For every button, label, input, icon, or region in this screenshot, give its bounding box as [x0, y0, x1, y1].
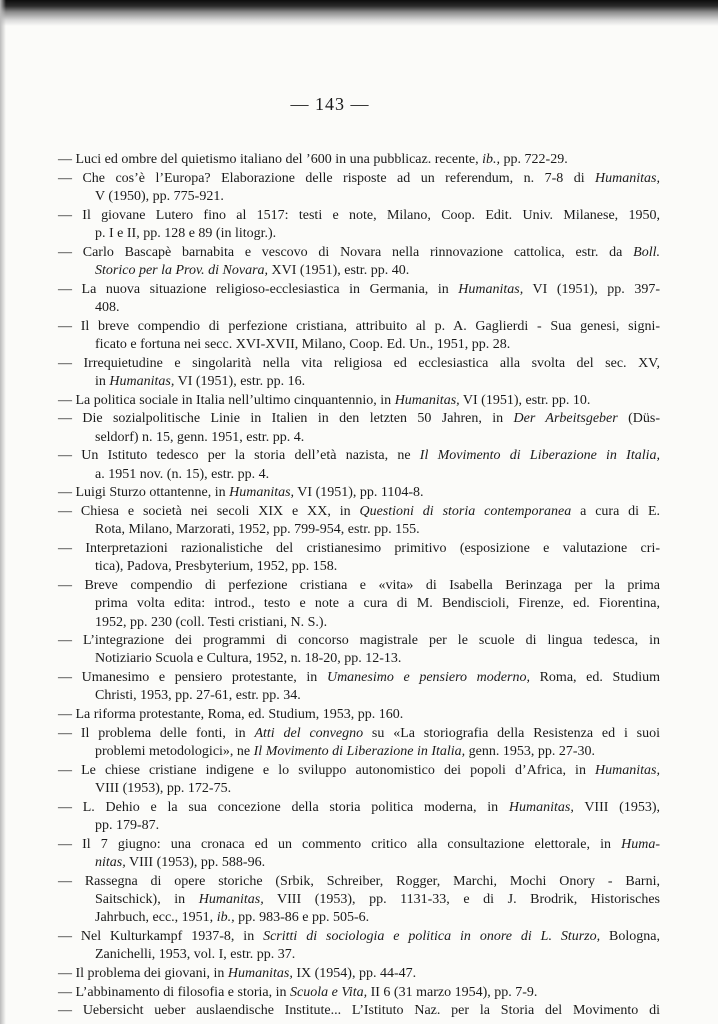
- entry-text: Notiziario Scuola e Cultura, 1952, n. 18-20, pp. 12-13.: [95, 651, 402, 667]
- bibliography-entry: [58, 1002, 660, 1020]
- entry-line: [58, 725, 660, 743]
- italic-title-text: Scuola e Vita,: [290, 984, 368, 1000]
- entry-line: [58, 687, 660, 705]
- entry-line: [58, 281, 660, 299]
- bibliography-entry: [58, 244, 660, 281]
- bibliography-entry: [58, 540, 660, 577]
- entry-line: [58, 558, 660, 576]
- bibliography-entry: [58, 632, 660, 669]
- entry-text: — La nuova situazione religioso-ecclesiastica in Germania, in: [58, 281, 459, 297]
- bibliography-entry: [58, 318, 660, 355]
- bibliography-entry: [58, 577, 660, 632]
- bibliography-entry: [58, 799, 660, 836]
- entry-text: — Breve compendio di perfezione cristiana e «vita» di Isabella Berinzaga per la prima: [58, 577, 660, 593]
- entry-text: — La politica sociale in Italia nell’ultimo cinquantennio, in: [58, 392, 395, 408]
- entry-text: Roma, ed. Studium: [529, 670, 660, 686]
- entry-line: [58, 669, 660, 687]
- italic-title-text: Humanitas,: [227, 966, 293, 982]
- bibliography-list: [58, 151, 660, 1021]
- entry-line: [58, 891, 660, 909]
- entry-text: — La riforma protestante, Roma, ed. Studium, 1953, pp. 160.: [58, 707, 404, 723]
- entry-line: [58, 799, 660, 817]
- italic-title-text: Humanitas,: [198, 892, 264, 908]
- entry-line: [58, 836, 660, 854]
- entry-text: V (1950), pp. 775-921.: [95, 188, 224, 204]
- entry-line: [58, 447, 660, 465]
- entry-line: [58, 780, 660, 798]
- entry-text: — Uebersicht ueber auslaendische Institute... L’Istituto Naz. per la Storia del Movimento di: [58, 1003, 660, 1019]
- bibliography-entry: [58, 392, 660, 410]
- italic-title-text: Atti del convegno: [254, 725, 364, 741]
- entry-line: [58, 355, 660, 373]
- entry-text: — L. Dehio e la sua concezione della storia politica moderna, in: [58, 799, 509, 815]
- entry-text: VI (1951), estr. pp. 16.: [174, 373, 306, 389]
- bibliography-entry: [58, 928, 660, 965]
- entry-line: [58, 151, 660, 169]
- entry-line: [58, 650, 660, 668]
- entry-line: [58, 965, 660, 983]
- entry-line: [58, 632, 660, 650]
- entry-text: — Che cos’è l’Europa? Elaborazione delle risposte ad un referendum, n. 7-8 di: [58, 170, 596, 186]
- entry-line: [58, 318, 660, 336]
- entry-text: — Il breve compendio di perfezione cristiana, attribuito al p. A. Gaglierdi - Sua genesi, signi-: [58, 318, 660, 334]
- entry-text: Rota, Milano, Marzorati, 1952, pp. 799-954, estr. pp. 155.: [95, 522, 420, 538]
- entry-line: [58, 762, 660, 780]
- entry-text: — Il giovane Lutero fino al 1517: testi e note, Milano, Coop. Edit. Univ. Milanese, 1950,: [58, 207, 660, 223]
- italic-title-text: Humanitas,: [595, 762, 660, 778]
- italic-title-text: Scritti di sociologia e politica in onore di L. Sturzo,: [263, 929, 601, 945]
- bibliography-entry: [58, 836, 660, 873]
- italic-title-text: Boll.: [633, 244, 660, 260]
- entry-line: [58, 188, 660, 206]
- entry-text: II 6 (31 marzo 1954), pp. 7-9.: [367, 984, 538, 1000]
- page-number: — 143 —: [290, 94, 370, 114]
- entry-line: [58, 873, 660, 891]
- entry-text: a. 1951 nov. (n. 15), estr. pp. 4.: [95, 466, 270, 482]
- entry-text: — L’integrazione dei programmi di concorso magistrale per le scuole di lingua tedesca, in: [58, 633, 660, 649]
- entry-text: Jahrbuch, ecc., 1951,: [95, 910, 217, 926]
- bibliography-entry: [58, 410, 660, 447]
- entry-line: [58, 429, 660, 447]
- entry-text: pp. 722-29.: [500, 152, 568, 167]
- entry-line: [58, 817, 660, 835]
- italic-title-text: Humanitas,: [458, 281, 524, 297]
- entry-text: VI (1951), estr. pp. 10.: [459, 392, 591, 408]
- entry-text: 408.: [95, 299, 120, 315]
- entry-line: [58, 410, 660, 428]
- entry-text: — Luigi Sturzo ottantenne, in: [58, 485, 230, 501]
- entry-text: pp. 179-87.: [95, 818, 160, 834]
- entry-text: — Chiesa e società nei secoli XIX e XX, in: [58, 503, 360, 519]
- entry-text: Bologna,: [600, 929, 660, 945]
- entry-text: pp. 983-86 e pp. 505-6.: [234, 910, 370, 926]
- entry-line: [58, 503, 660, 521]
- bibliography-entry: [58, 669, 660, 706]
- scan-left-edge: [0, 0, 6, 1024]
- entry-line: [58, 743, 660, 761]
- entry-text: — Irrequietudine e singolarità nella vita religiosa ed ecclesiastica alla svolta del sec. XV,: [58, 355, 660, 371]
- bibliography-entry: [58, 984, 660, 1002]
- italic-title-text: Storico per la Prov. di Novara,: [95, 262, 269, 278]
- entry-line: [58, 521, 660, 539]
- entry-line: [58, 909, 660, 927]
- entry-text: XVI (1951), estr. pp. 40.: [268, 262, 410, 278]
- entry-line: [58, 595, 660, 613]
- entry-text: 1952, pp. 230 (coll. Testi cristiani, N. S.).: [95, 614, 328, 630]
- entry-text: — Le chiese cristiane indigene e lo sviluppo autonomistico dei popoli d’Africa, in: [58, 762, 596, 778]
- entry-line: [58, 373, 660, 391]
- bibliography-entry: [58, 151, 660, 169]
- entry-text: VIII (1953), pp. 172-75.: [95, 781, 232, 797]
- entry-text: tica), Padova, Presbyterium, 1952, pp. 158.: [95, 559, 338, 575]
- entry-line: [58, 392, 660, 410]
- bibliography-entry: [58, 281, 660, 318]
- italic-title-text: Der Arbeitsgeber: [513, 411, 618, 427]
- bibliography-entry: [58, 965, 660, 983]
- entry-text: Zanichelli, 1953, vol. I, estr. pp. 37.: [95, 947, 296, 963]
- entry-text: IX (1954), pp. 44-47.: [292, 966, 417, 982]
- entry-text: VI (1951), pp. 1104-8.: [294, 485, 424, 501]
- italic-title-text: Huma-: [621, 836, 660, 852]
- bibliography-entry: [58, 207, 660, 244]
- entry-text: Christi, 1953, pp. 27-61, estr. pp. 34.: [95, 688, 301, 704]
- entry-line: [58, 984, 660, 1002]
- entry-text: — Carlo Bascapè barnabita e vescovo di Novara nella rinnovazione cattolica, estr. da: [58, 244, 634, 260]
- entry-line: [58, 577, 660, 595]
- entry-line: [58, 484, 660, 502]
- entry-text: problemi metodologici», ne: [95, 744, 254, 760]
- entry-text: — Die sozialpolitische Linie in Italien in den letzten 50 Jahren, in: [58, 411, 514, 427]
- entry-line: [58, 540, 660, 558]
- entry-line: [58, 299, 660, 317]
- italic-title-text: nitas,: [95, 855, 126, 871]
- entry-line: [58, 207, 660, 225]
- entry-line: [58, 946, 660, 964]
- bibliography-entry: [58, 447, 660, 484]
- entry-line: [58, 466, 660, 484]
- entry-text: — Il 7 giugno: una cronaca ed un commento critico alla consultazione elettorale, in: [58, 836, 622, 852]
- italic-title-text: Il Movimento di Liberazione in Italia,: [253, 744, 466, 760]
- bibliography-entry: [58, 762, 660, 799]
- entry-line: [58, 1002, 660, 1020]
- italic-title-text: Humanitas,: [508, 799, 574, 815]
- italic-title-text: ib.,: [216, 910, 235, 926]
- bibliography-entry: [58, 355, 660, 392]
- italic-title-text: Humanitas,: [394, 392, 460, 408]
- entry-text: VIII (1953), pp. 1131-33, e di J. Brodrik, Historisches: [263, 892, 660, 908]
- entry-line: [58, 614, 660, 632]
- bibliography-entry: [58, 484, 660, 502]
- entry-text: — Rassegna di opere storiche (Srbik, Schreiber, Rogger, Marchi, Mochi Onory - Barni,: [58, 873, 660, 889]
- entry-text: — Nel Kulturkampf 1937-8, in: [58, 929, 264, 945]
- entry-text: VI (1951), pp. 397-: [523, 281, 660, 297]
- bibliography-entry: [58, 873, 660, 928]
- entry-text: — L’abbinamento di filosofia e storia, in: [58, 984, 290, 1000]
- entry-line: [58, 170, 660, 188]
- italic-title-text: Humanitas,: [229, 485, 295, 501]
- italic-title-text: Humanitas,: [109, 373, 175, 389]
- entry-line: [58, 854, 660, 872]
- entry-text: — Il problema delle fonti, in: [58, 725, 255, 741]
- entry-text: p. I e II, pp. 128 e 89 (in litogr.).: [95, 225, 277, 241]
- entry-text: prima volta edita: introd., testo e note a cura di M. Bendiscioli, Firenze, ed. Fiorentina,: [95, 596, 660, 612]
- entry-text: genn. 1953, pp. 27-30.: [465, 744, 596, 760]
- entry-line: [58, 225, 660, 243]
- entry-line: [58, 336, 660, 354]
- entry-line: [58, 928, 660, 946]
- scan-top-edge: [0, 0, 718, 26]
- italic-title-text: Questioni di storia contemporanea: [359, 503, 572, 519]
- entry-line: [58, 262, 660, 280]
- entry-text: seldorf) n. 15, genn. 1951, estr. pp. 4.: [95, 429, 305, 445]
- bibliography-entry: [58, 725, 660, 762]
- italic-title-text: Il Movimento di Liberazione in Italia,: [419, 448, 661, 464]
- italic-title-text: ib.,: [482, 152, 501, 167]
- bibliography-entry: [58, 503, 660, 540]
- entry-text: (Düs-: [617, 411, 661, 427]
- entry-text: — Il problema dei giovani, in: [58, 966, 228, 982]
- entry-text: in: [95, 373, 110, 389]
- entry-text: a cura di E.: [571, 503, 660, 519]
- entry-text: su «La storiografia della Resistenza ed i suoi: [363, 725, 661, 741]
- entry-text: VIII (1953), pp. 588-96.: [125, 855, 266, 871]
- italic-title-text: Humanitas,: [595, 170, 660, 186]
- entry-text: — Un Istituto tedesco per la storia dell’età nazista, ne: [58, 448, 420, 464]
- italic-title-text: Umanesimo e pensiero moderno,: [326, 670, 530, 686]
- entry-line: [58, 706, 660, 724]
- entry-text: VIII (1953),: [573, 799, 660, 815]
- bibliography-entry: [58, 170, 660, 207]
- entry-text: — Interpretazioni razionalistiche del cristianesimo primitivo (esposizione e valutazione cri-: [58, 540, 660, 556]
- entry-text: — Umanesimo e pensiero protestante, in: [58, 670, 327, 686]
- entry-text: ficato e fortuna nei secc. XVI-XVII, Milano, Coop. Ed. Un., 1951, pp. 28.: [95, 336, 511, 352]
- entry-line: [58, 244, 660, 262]
- entry-text: — Luci ed ombre del quietismo italiano del ’600 in una pubblicaz. recente,: [58, 152, 483, 167]
- entry-text: Saitschick), in: [95, 892, 199, 908]
- bibliography-entry: [58, 706, 660, 724]
